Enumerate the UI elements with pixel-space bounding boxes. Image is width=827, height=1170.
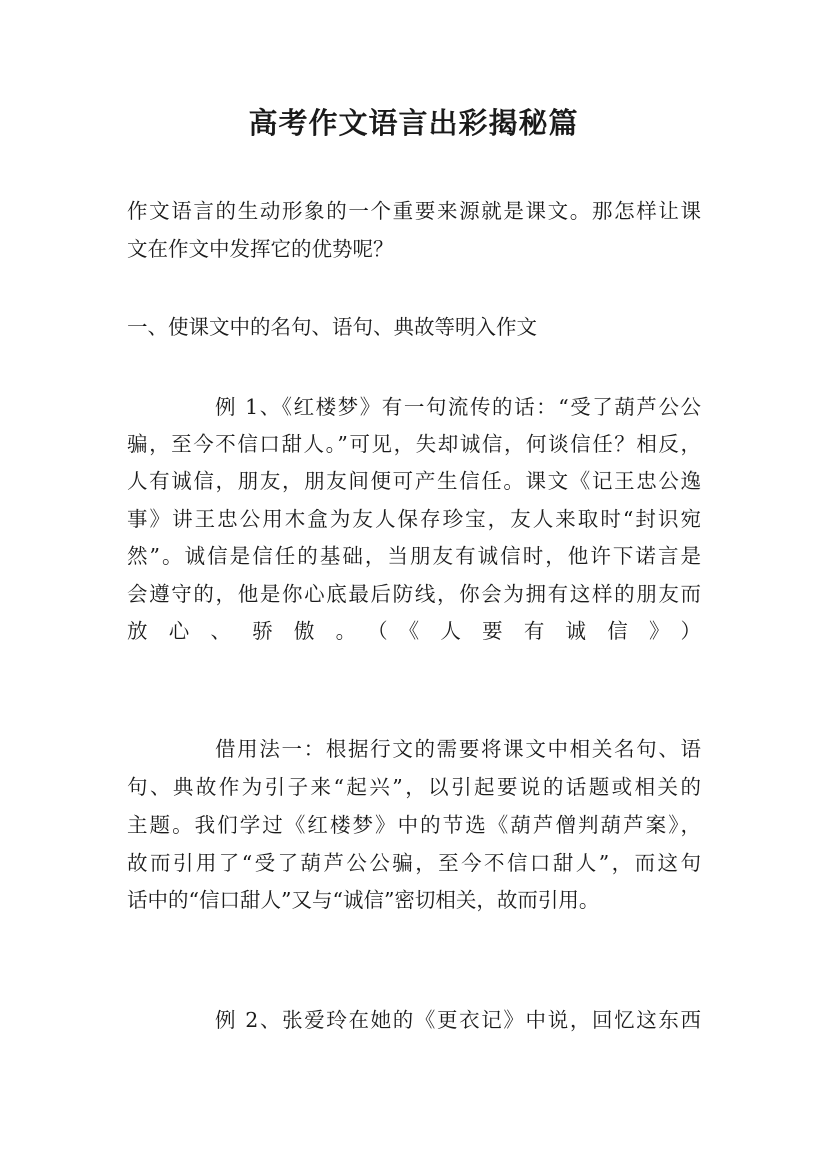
paragraph-line: 人有诚信，朋友，朋友间便可产生信任。课文《记王忠公逸: [127, 469, 701, 493]
paragraph-line: 放心、骄傲。（《人要有诚信》）: [127, 619, 701, 643]
paragraph-line: 句、典故作为引子来“起兴”，以引起要说的话题或相关的: [127, 775, 701, 799]
paragraph-line: 故而引用了“受了葫芦公公骗，至今不信口甜人”，而这句: [127, 851, 701, 875]
paragraph-line: 文在作文中发挥它的优势呢？: [127, 237, 394, 261]
document-title: 高考作文语言出彩揭秘篇: [248, 106, 579, 140]
paragraph-line: 然”。诚信是信任的基础，当朋友有诚信时，他许下诺言是: [127, 544, 701, 568]
paragraph-line: 借用法一：根据行文的需要将课文中相关名句、语: [215, 737, 701, 761]
paragraph-line: 例 2、张爱玲在她的《更衣记》中说，回忆这东西: [215, 1008, 701, 1032]
paragraph-line: 主题。我们学过《红楼梦》中的节选《葫芦僧判葫芦案》，: [127, 813, 701, 837]
paragraph-line: 作文语言的生动形象的一个重要来源就是课文。那怎样让课: [127, 199, 701, 223]
paragraph-line: 例 1、《红楼梦》有一句流传的话：“受了葫芦公公: [215, 395, 701, 419]
section-heading: 一、使课文中的名句、语句、典故等明入作文: [127, 315, 537, 339]
paragraph-line: 骗，至今不信口甜人。”可见，失却诚信，何谈信任？相反，: [127, 432, 701, 456]
paragraph-line: 事》讲王忠公用木盒为友人保存珍宝，友人来取时“封识宛: [127, 507, 701, 531]
paragraph-line: 话中的“信口甜人”又与“诚信”密切相关，故而引用。: [127, 888, 600, 912]
paragraph-line: 会遵守的，他是你心底最后防线，你会为拥有这样的朋友而: [127, 582, 701, 606]
